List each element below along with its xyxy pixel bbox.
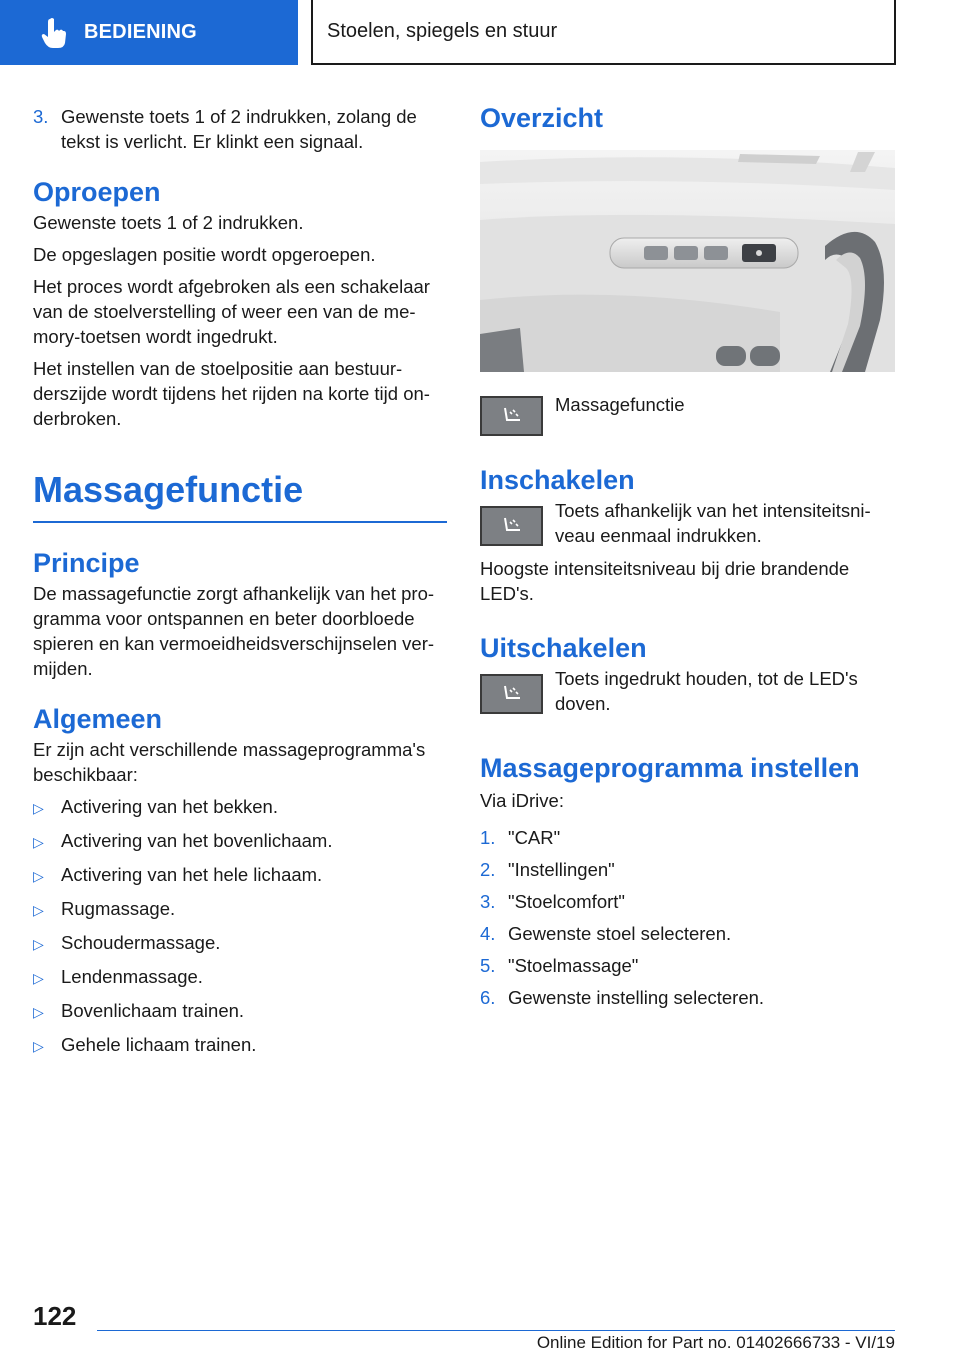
massage-seat-icon <box>480 506 543 546</box>
list-item <box>33 1032 447 1059</box>
step-text: Gewenste stoel selecteren. <box>508 923 732 944</box>
paragraph: Het instellen van de stoelpositie aan bestuur-derszijde wordt tijdens het rijden na korte tijd on-derbroken. <box>33 358 430 429</box>
step-number: 3. <box>480 891 496 912</box>
list-item <box>33 862 447 889</box>
list-item-text: Activering van het hele lichaam. <box>61 864 323 885</box>
step-text: Gewenste instelling selecteren. <box>508 987 765 1008</box>
bullet-arrow-icon: ▷ <box>33 902 44 918</box>
paragraph: Het proces wordt afgebroken als een schakelaar van de stoelverstelling of weer een van de me-mory-toetsen wordt ingedrukt. <box>33 276 430 347</box>
step-item <box>480 921 895 946</box>
list-item <box>33 794 447 821</box>
paragraph: De massagefunctie zorgt afhankelijk van het pro-gramma voor ontspannen en beter doorbloede spieren en kan vermoeidheidsverschijnselen ver-mijden. <box>33 583 435 679</box>
massage-seat-icon <box>480 396 543 436</box>
step-number: 2. <box>480 859 496 880</box>
paragraph: De opgeslagen positie wordt opgeroepen. <box>33 244 376 265</box>
list-item <box>33 828 447 855</box>
step-item <box>480 985 895 1010</box>
list-item-text: Schoudermassage. <box>61 932 221 953</box>
bullet-arrow-icon: ▷ <box>33 936 44 952</box>
bullet-arrow-icon: ▷ <box>33 1004 44 1020</box>
list-item <box>33 896 447 923</box>
section-heading-oproepen: Oproepen <box>33 177 161 207</box>
paragraph: Hoogste intensiteitsniveau bij drie brandende LED's. <box>480 558 850 604</box>
step-item <box>480 889 895 914</box>
section-tab[interactable] <box>0 0 298 65</box>
footer-rule <box>97 1330 895 1331</box>
step-number: 1. <box>480 827 496 848</box>
list-item <box>33 998 447 1025</box>
section-heading-uitschakelen: Uitschakelen <box>480 633 647 663</box>
program-list <box>33 794 447 1059</box>
bullet-arrow-icon: ▷ <box>33 1038 44 1054</box>
list-item <box>33 964 447 991</box>
instruction-text: Toets afhankelijk van het intensiteitsni-veau eenmaal indrukken. <box>555 500 871 546</box>
step-text: "Stoelcomfort" <box>508 891 625 912</box>
step-number: 5. <box>480 955 496 976</box>
step-item <box>480 953 895 978</box>
step-text: "CAR" <box>508 827 561 848</box>
chapter-header <box>311 0 896 65</box>
step-text: "Stoelmassage" <box>508 955 639 976</box>
section-heading-programma: Massageprogramma instellen <box>480 753 860 783</box>
section-heading-overzicht: Overzicht <box>480 103 604 133</box>
step-text: Gewenste toets 1 of 2 indrukken, zolang de tekst is verlicht. Er klinkt een signaal. <box>61 106 417 152</box>
list-item-text: Activering van het bekken. <box>61 796 278 817</box>
instruction-text: Toets ingedrukt houden, tot de LED's doven. <box>555 668 858 714</box>
door-panel-photo <box>480 150 895 372</box>
section-heading-algemeen: Algemeen <box>33 704 163 734</box>
step-item <box>33 104 447 154</box>
instruction-row <box>480 500 895 548</box>
main-heading: Massagefunctie <box>33 469 304 510</box>
icon-legend-row <box>480 390 895 436</box>
bullet-arrow-icon: ▷ <box>33 800 44 816</box>
edition-text: Online Edition for Part no. 01402666733 - VI/19 <box>536 1333 895 1352</box>
bullet-arrow-icon: ▷ <box>33 970 44 986</box>
section-heading-inschakelen: Inschakelen <box>480 465 635 495</box>
list-item-text: Bovenlichaam trainen. <box>61 1000 245 1021</box>
paragraph: Er zijn acht verschillende massageprogramma's beschikbaar: <box>33 739 426 785</box>
right-column <box>480 104 895 1017</box>
massage-seat-icon <box>480 674 543 714</box>
step-item <box>480 825 895 850</box>
paragraph: Gewenste toets 1 of 2 indrukken. <box>33 212 304 233</box>
heading-rule <box>33 521 447 523</box>
icon-label: Massagefunctie <box>555 394 685 415</box>
list-item-text: Lendenmassage. <box>61 966 203 987</box>
step-item <box>480 857 895 882</box>
list-item <box>33 930 447 957</box>
hand-pointer-icon <box>34 13 74 53</box>
instruction-row <box>480 668 895 716</box>
paragraph: Via iDrive: <box>480 790 564 811</box>
step-number: 3. <box>33 106 49 127</box>
step-text: "Instellingen" <box>508 859 615 880</box>
page-number: 122 <box>33 1301 77 1331</box>
list-item-text: Gehele lichaam trainen. <box>61 1034 257 1055</box>
section-heading-principe: Principe <box>33 548 140 578</box>
step-number: 6. <box>480 987 496 1008</box>
left-column <box>33 104 447 1066</box>
chapter-title: Stoelen, spiegels en stuur <box>327 20 558 42</box>
list-item-text: Activering van het bovenlichaam. <box>61 830 333 851</box>
section-label: BEDIENING <box>84 21 197 43</box>
bullet-arrow-icon: ▷ <box>33 868 44 884</box>
bullet-arrow-icon: ▷ <box>33 834 44 850</box>
step-number: 4. <box>480 923 496 944</box>
step-list <box>480 825 895 1010</box>
list-item-text: Rugmassage. <box>61 898 176 919</box>
